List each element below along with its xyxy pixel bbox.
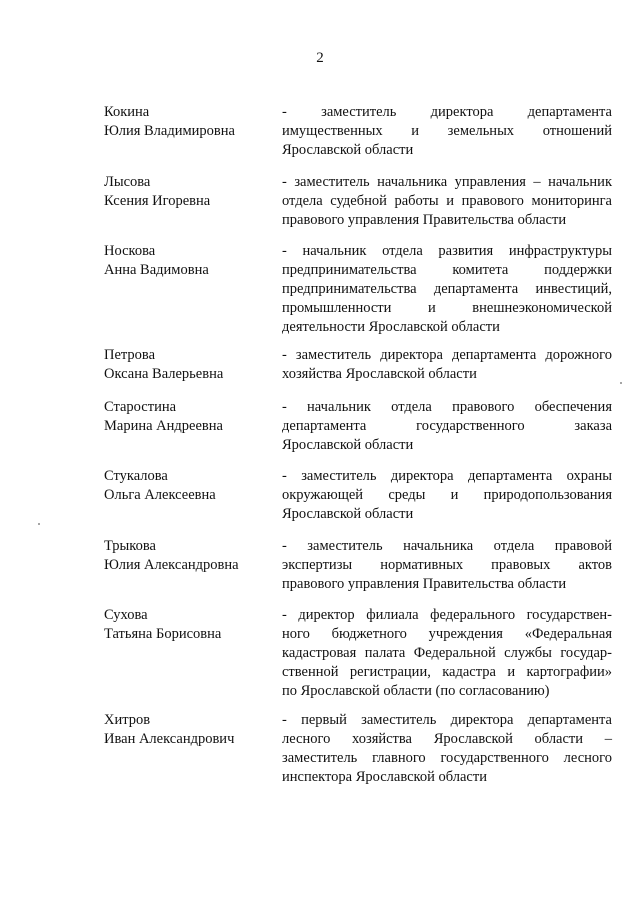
member-position [282,606,612,701]
member-surname: Лысова [104,174,151,190]
scan-speck [620,382,622,384]
position-line: хозяйства Ярославской области [282,366,477,382]
member-given-name: Анна Вадимовна [104,262,209,278]
position-line: промышленности и внешнеэкономической [282,300,612,316]
position-line: - заместитель директора департамента дорожного [282,347,612,363]
member-surname: Кокина [104,104,150,120]
member-name [104,537,274,575]
member-position [282,711,612,787]
position-line: - заместитель директора департамента охраны [282,468,612,484]
member-name [104,606,274,644]
position-line: - заместитель директора департамента [282,104,612,120]
member-given-name: Ксения Игоревна [104,193,211,209]
position-line: инспектора Ярославской области [282,769,487,785]
member-name [104,103,274,141]
position-line: - заместитель начальника управления – начальник [282,174,612,190]
member-given-name: Марина Андреевна [104,418,223,434]
position-line: - начальник отдела развития инфраструктуры [282,243,612,259]
member-position [282,467,612,524]
position-line: окружающей среды и природопользования [282,487,612,503]
page-number: 2 [316,50,324,66]
member-name [104,711,274,749]
member-given-name: Юлия Владимировна [104,123,235,139]
member-given-name: Юлия Александровна [104,557,239,573]
member-surname: Сухова [104,607,148,623]
position-line: департамента государственного заказа [282,418,612,434]
position-line: - первый заместитель директора департамента [282,712,612,728]
position-line: кадастровая палата Федеральной службы государ- [282,645,612,661]
member-name [104,467,274,505]
member-position [282,398,612,455]
position-line: заместитель главного государственного лесного [282,750,612,766]
member-given-name: Оксана Валерьевна [104,366,224,382]
position-line: имущественных и земельных отношений [282,123,612,139]
position-line: ственной регистрации, кадастра и картографии» [282,664,612,680]
position-line: Ярославской области [282,437,414,453]
member-given-name: Иван Александрович [104,731,235,747]
position-line: деятельности Ярославской области [282,319,500,335]
member-position [282,346,612,384]
member-name [104,346,274,384]
member-surname: Петрова [104,347,156,363]
scan-speck [38,523,40,525]
member-position [282,103,612,160]
position-line: предпринимательства комитета поддержки [282,262,612,278]
position-line: ного бюджетного учреждения «Федеральная [282,626,612,642]
position-line: по Ярославской области (по согласованию) [282,683,550,699]
member-position [282,537,612,594]
member-name [104,173,274,211]
position-line: - начальник отдела правового обеспечения [282,399,612,415]
member-name [104,398,274,436]
member-name [104,242,274,280]
position-line: лесного хозяйства Ярославской области – [282,731,612,747]
position-line: отдела судебной работы и правового мониторинга [282,193,612,209]
member-position [282,173,612,230]
position-line: Ярославской области [282,142,414,158]
member-surname: Стукалова [104,468,168,484]
member-given-name: Ольга Алексеевна [104,487,216,503]
position-line: правового управления Правительства области [282,212,567,228]
member-surname: Старостина [104,399,177,415]
position-line: предпринимательства департамента инвестиций, [282,281,612,297]
member-position [282,242,612,337]
position-line: экспертизы нормативных правовых актов [282,557,612,573]
position-line: - заместитель начальника отдела правовой [282,538,612,554]
member-surname: Хитров [104,712,151,728]
position-line: правового управления Правительства области [282,576,567,592]
member-given-name: Татьяна Борисовна [104,626,222,642]
position-line: - директор филиала федерального государствен- [282,607,612,623]
member-surname: Носкова [104,243,156,259]
member-surname: Трыкова [104,538,156,554]
position-line: Ярославской области [282,506,414,522]
